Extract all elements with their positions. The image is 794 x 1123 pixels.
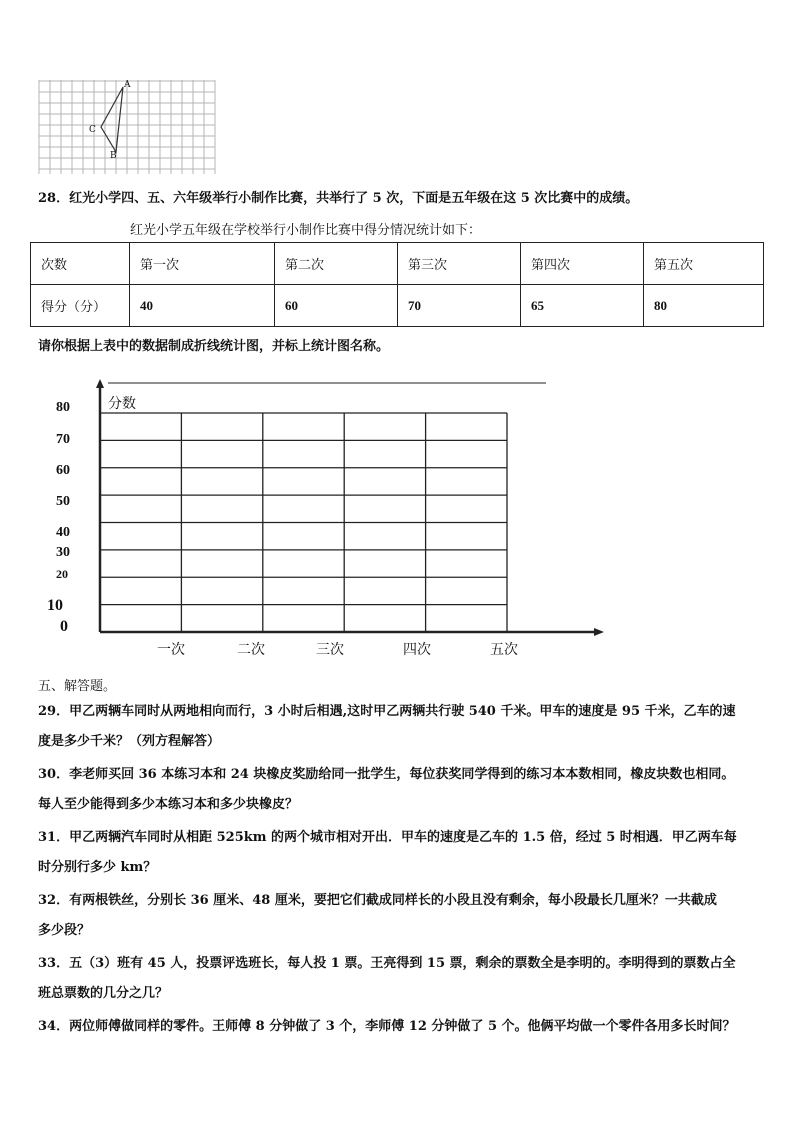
table-cell: 65 <box>521 285 644 327</box>
point-b-label: B <box>110 151 117 161</box>
section-heading: 五、解答题。 <box>38 679 117 694</box>
y-tick-label: 0 <box>60 618 68 635</box>
q32-line1: 32．有两根铁丝，分别长 36 厘米、48 厘米，要把它们截成同样长的小段且没有剩余，每小段最长几厘米？一共截成 <box>38 893 717 908</box>
q34-line1: 34．两位师傅做同样的零件。王师傅 8 分钟做了 3 个，李师傅 12 分钟做了 5 个。他俩平均做一个零件各用多长时间？ <box>38 1019 736 1034</box>
triangle-abc <box>101 87 123 152</box>
q30-line2: 每人至少能得到多少本练习本和多少块橡皮？ <box>38 797 299 812</box>
table-cell: 第四次 <box>521 243 644 285</box>
q33-line2: 班总票数的几分之几？ <box>38 986 169 1001</box>
y-tick-label: 60 <box>56 463 70 478</box>
table-cell: 得分（分） <box>31 285 130 327</box>
grid-triangle-figure <box>38 80 218 176</box>
grid-lines <box>39 80 215 174</box>
y-axis-arrow <box>96 379 104 388</box>
chart-grid <box>100 413 507 632</box>
score-table <box>30 242 764 327</box>
table-row <box>31 285 764 327</box>
y-tick-label: 10 <box>47 597 63 614</box>
q33-line1: 33．五（3）班有 45 人，投票评选班长，每人投 1 票。王亮得到 15 票，剩余的票数全是李明的。李明得到的票数占全 <box>38 956 736 971</box>
q29-line2: 度是多少千米？（列方程解答） <box>38 734 221 749</box>
y-tick-label: 20 <box>56 567 68 581</box>
q32-line2: 多少段？ <box>38 923 91 938</box>
x-category-label: 五次 <box>490 642 518 658</box>
x-category-label: 二次 <box>237 642 265 658</box>
y-tick-label: 40 <box>56 525 70 540</box>
x-axis-arrow <box>594 628 604 636</box>
table-cell: 第二次 <box>275 243 398 285</box>
table-cell: 80 <box>644 285 764 327</box>
chart-instruction: 请你根据上表中的数据制成折线统计图，并标上统计图名称。 <box>38 339 390 354</box>
q29-line1: 29．甲乙两辆车同时从两地相向而行，3 小时后相遇,这时甲乙两辆共行驶 540 千米。甲车的速度是 95 千米，乙车的速 <box>38 704 736 719</box>
y-axis-label: 分数 <box>108 396 136 412</box>
y-tick-label: 70 <box>56 432 70 447</box>
x-category-label: 三次 <box>316 642 344 658</box>
q31-line2: 时分别行多少 km？ <box>38 860 157 875</box>
table-cell: 60 <box>275 285 398 327</box>
y-tick-label: 50 <box>56 494 70 509</box>
table-cell: 第三次 <box>398 243 521 285</box>
table-header-row <box>31 243 764 285</box>
table-title: 红光小学五年级在学校举行小制作比赛中得分情况统计如下： <box>130 223 482 238</box>
y-tick-label: 80 <box>56 400 70 415</box>
y-tick-label: 30 <box>56 545 70 560</box>
q30-line1: 30．李老师买回 36 本练习本和 24 块橡皮奖励给同一批学生，每位获奖同学得到的练习本本数相同，橡皮块数也相同。 <box>38 767 735 782</box>
table-cell: 第五次 <box>644 243 764 285</box>
line-chart-blank <box>0 370 620 640</box>
point-a-label: A <box>124 80 131 90</box>
q28-text: 28．红光小学四、五、六年级举行小制作比赛，共举行了 5 次，下面是五年级在这 5 次比赛中的成绩。 <box>38 191 639 206</box>
table-cell: 次数 <box>31 243 130 285</box>
table-cell: 70 <box>398 285 521 327</box>
table-cell: 40 <box>130 285 275 327</box>
point-c-label: C <box>89 125 96 135</box>
x-category-label: 四次 <box>403 642 431 658</box>
table-cell: 第一次 <box>130 243 275 285</box>
q31-line1: 31．甲乙两辆汽车同时从相距 525km 的两个城市相对开出．甲车的速度是乙车的 1.5 倍，经过 5 时相遇．甲乙两车每 <box>38 830 737 845</box>
x-category-label: 一次 <box>157 642 185 658</box>
